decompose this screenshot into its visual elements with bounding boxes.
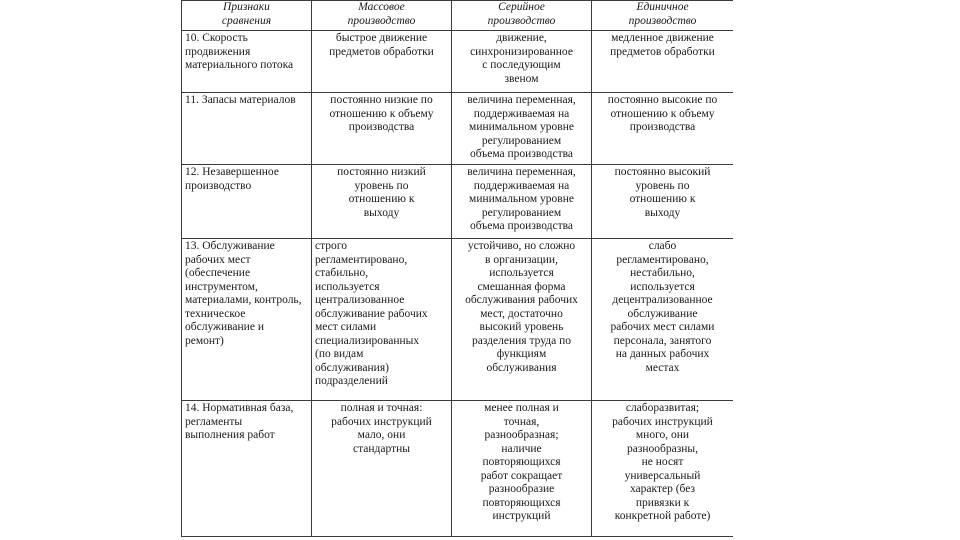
row-unit-cell: слабо регламентировано, нестабильно, используется децентрализованное обслуживание рабочих мест силами персонала, занятого на данных рабочих местах [592, 239, 734, 401]
header-mass-production: Массовое производство [312, 1, 452, 31]
row-feature-cell: 11. Запасы материалов [182, 93, 312, 165]
row-unit-cell: постоянно высокие по отношению к объему производства [592, 93, 734, 165]
row-feature-cell: 12. Незавершенное производство [182, 165, 312, 239]
row-serial-cell: устойчиво, но сложно в организации, используется смешанная форма обслуживания рабочих мест, достаточно высокий уровень разделения труда по функциям обслуживания [452, 239, 592, 401]
row-serial-cell: менее полная и точная, разнообразная; наличие повторяющихся работ сокращает разнообразие повторяющихся инструкций [452, 401, 592, 537]
header-criteria: Признаки сравнения [182, 1, 312, 31]
table-row [182, 93, 734, 165]
row-unit-cell: постоянно высокий уровень по отношению к выходу [592, 165, 734, 239]
header-unit-production: Единичное производство [592, 1, 734, 31]
row-unit-cell: медленное движение предметов обработки [592, 31, 734, 93]
row-feature-cell: 10. Скорость продвижения материального потока [182, 31, 312, 93]
row-unit-cell: слаборазвитая; рабочих инструкций много, они разнообразны, не носят универсальный характер (без привязки к конкретной работе) [592, 401, 734, 537]
row-serial-cell: величина переменная, поддерживаемая на минимальном уровне регулированием объема производства [452, 93, 592, 165]
table-row [182, 165, 734, 239]
row-mass-cell: строго регламентировано, стабильно, используется централизованное обслуживание рабочих мест силами специализированных (по видам обслуживания) подразделений [312, 239, 452, 401]
row-serial-cell: величина переменная, поддерживаемая на минимальном уровне регулированием объема производства [452, 165, 592, 239]
table-row [182, 31, 734, 93]
row-mass-cell: полная и точная: рабочих инструкций мало, они стандартны [312, 401, 452, 537]
row-mass-cell: постоянно низкий уровень по отношению к выходу [312, 165, 452, 239]
row-feature-cell: 13. Обслуживание рабочих мест (обеспечение инструментом, материалами, контроль, техническое обслуживание и ремонт) [182, 239, 312, 401]
row-mass-cell: быстрое движение предметов обработки [312, 31, 452, 93]
table-row [182, 239, 734, 401]
table-header-row [182, 1, 734, 31]
table-row [182, 401, 734, 537]
row-serial-cell: движение, синхронизированное с последующим звеном [452, 31, 592, 93]
header-serial-production: Серийное производство [452, 1, 592, 31]
comparison-table [181, 0, 733, 537]
row-feature-cell: 14. Нормативная база, регламенты выполнения работ [182, 401, 312, 537]
row-mass-cell: постоянно низкие по отношению к объему производства [312, 93, 452, 165]
document-page [181, 0, 733, 540]
